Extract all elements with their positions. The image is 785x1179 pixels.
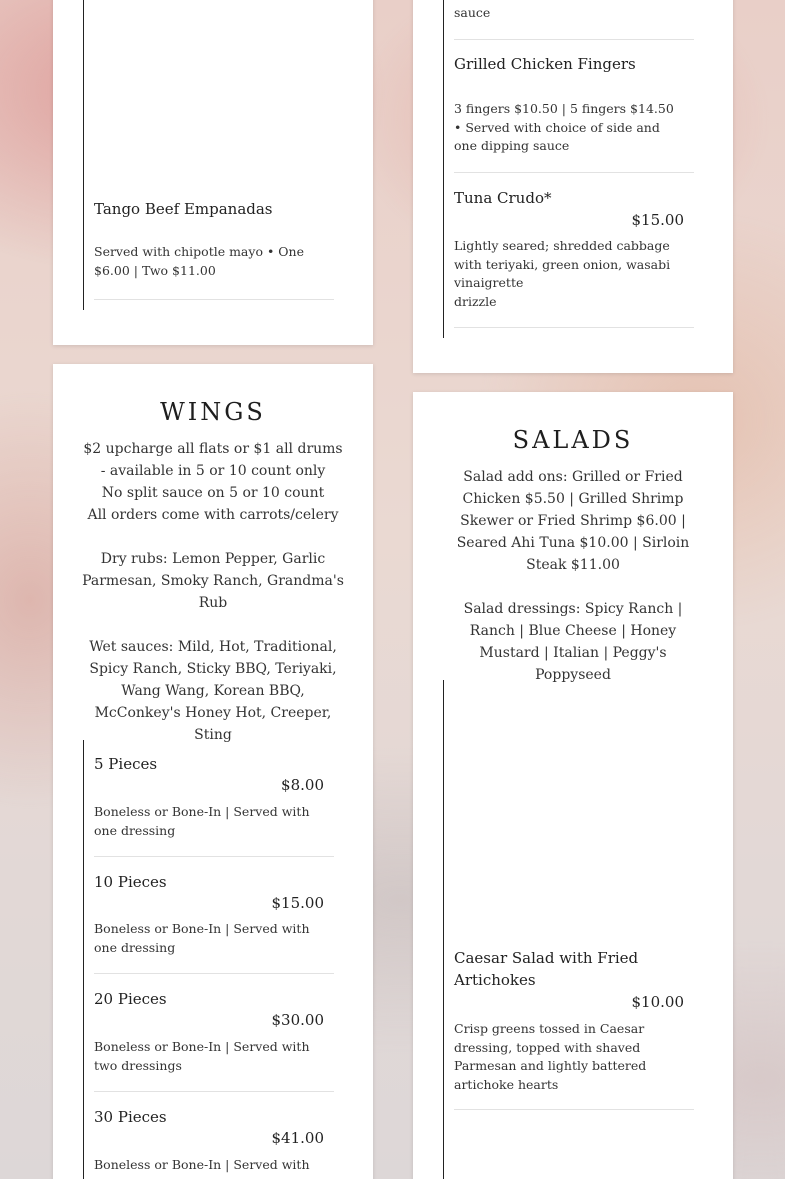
menu-item-name: 5 Pieces	[94, 755, 158, 773]
note-line: Wet sauces: Mild, Hot, Traditional, Spicy Ranch, Sticky BBQ, Teriyaki, Wang Wang, Korean BBQ, McConkey's Honey Hot, Creeper, Sting	[89, 639, 337, 743]
menu-item-name: Grilled Chicken Fingers	[454, 55, 636, 73]
menu-items-list	[83, 0, 343, 310]
section-title: WINGS	[160, 398, 266, 426]
menu-item-name: Tango Beef Empanadas	[94, 200, 273, 218]
menu-item-grilled-chicken-fingers[interactable]	[454, 40, 694, 173]
menu-item-tuna-crudo[interactable]	[454, 173, 694, 328]
note-spacer	[81, 526, 345, 548]
menu-item-price: $10.00	[631, 993, 684, 1011]
top-right-menu-card	[413, 0, 733, 373]
menu-item-name: Tuna Crudo*	[454, 189, 552, 207]
menu-item-description: Boneless or Bone-In | Served with	[94, 1157, 310, 1172]
top-left-menu-card	[53, 0, 373, 345]
menu-item-description: 3 fingers $10.50 | 5 fingers $14.50 • Served with choice of side and one dipping sauce	[454, 101, 674, 153]
menu-item-name: 30 Pieces	[94, 1108, 167, 1126]
menu-items-list	[443, 680, 703, 1179]
menu-item-price: $30.00	[271, 1011, 324, 1029]
menu-item-5-pieces[interactable]	[94, 740, 334, 857]
section-notes	[441, 466, 705, 686]
menu-item-description: Served with chipotle mayo • One $6.00 | Two $11.00	[94, 244, 304, 278]
section-notes	[81, 438, 345, 746]
menu-item-30-pieces[interactable]	[94, 1092, 334, 1179]
menu-item-partial[interactable]	[454, 0, 694, 40]
menu-item-20-pieces[interactable]	[94, 974, 334, 1092]
wings-menu-card	[53, 364, 373, 1179]
menu-item-caesar-salad-with-fried-artichokes[interactable]	[454, 680, 694, 1110]
salads-menu-card	[413, 392, 733, 1179]
menu-item-name: Caesar Salad with Fried Artichokes	[454, 949, 639, 989]
menu-item-description: sauce	[454, 5, 491, 20]
note-line: All orders come with carrots/celery	[87, 507, 339, 523]
note-spacer	[81, 614, 345, 636]
menu-items-list	[443, 0, 703, 338]
menu-item-name: 10 Pieces	[94, 873, 167, 891]
note-line: Salad dressings: Spicy Ranch | Ranch | Blue Cheese | Honey Mustard | Italian | Peggy's Poppyseed	[463, 601, 683, 683]
menu-item-10-pieces[interactable]	[94, 857, 334, 974]
menu-item-description: Crisp greens tossed in Caesar dressing, topped with shaved Parmesan and lightly battered artichoke hearts	[454, 1021, 647, 1092]
menu-items-list	[83, 740, 343, 1179]
note-line: No split sauce on 5 or 10 count	[101, 485, 325, 501]
menu-item-description: Boneless or Bone-In | Served with one dressing	[94, 921, 310, 955]
note-line: Salad add ons: Grilled or Fried Chicken $5.50 | Grilled Shrimp Skewer or Fried Shrimp $6.00 | Seared Ahi Tuna $10.00 | Sirloin Steak $11.00	[456, 469, 690, 573]
menu-item-name: 20 Pieces	[94, 990, 167, 1008]
note-line: Dry rubs: Lemon Pepper, Garlic Parmesan, Smoky Ranch, Grandma's Rub	[82, 551, 344, 611]
menu-item-price: $15.00	[631, 211, 684, 229]
menu-item-description: Lightly seared; shredded cabbage with teriyaki, green onion, wasabi vinaigrette drizzle	[454, 238, 671, 309]
note-spacer	[441, 576, 705, 598]
menu-item-price: $41.00	[271, 1129, 324, 1147]
note-line: $2 upcharge all flats or $1 all drums - available in 5 or 10 count only	[83, 441, 343, 479]
section-title: SALADS	[512, 426, 634, 454]
menu-item-description: Boneless or Bone-In | Served with two dressings	[94, 1039, 310, 1073]
menu-item-price: $15.00	[271, 894, 324, 912]
menu-item-tango-beef-empanadas[interactable]	[94, 198, 334, 300]
menu-item-description: Boneless or Bone-In | Served with one dressing	[94, 804, 310, 838]
menu-item-price: $8.00	[281, 776, 324, 794]
